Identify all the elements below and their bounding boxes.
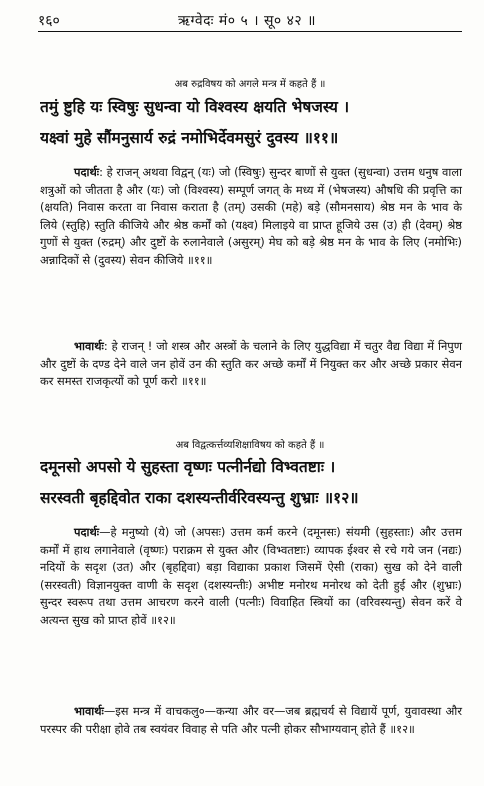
running-title: ऋग्वेदः मं० ५ । सू० ४२ ॥ xyxy=(178,13,317,29)
bhavartha-paragraph-1: भावार्थः: हे राजन् ! जो शस्त्र और अस्त्रों के चलाने के लिए युद्धविद्या में चतुर वैद्य विद्या में निपुण और दुष्टों के दण्ड देने वाले जन होवें उन की स्तुति कर अच्छे कर्मों में नियुक्त कर और अच्छे प्रकार सेवन कर समस्त राजकृत्यों को पूर्ण करो ॥११॥ xyxy=(40,339,462,388)
padartha-paragraph-2 xyxy=(40,524,462,629)
padartha-text-2: —हे मनुष्यो (ये) जो (अपसः) उत्तम कर्म करने (दमूनसः) संयमी (सुहस्ताः) और उत्तम कर्मों में हाथ लगानेवाले (वृष्णः) पराक्रम से युक्त और (विभ्वतष्टाः) व्यापक ईश्वर से रचे गये जन (नद्यः) नदियों के सदृश (उत) और (बृहद्दिवा) बड़ा विद्याका प्रकाश जिसमें ऐसी (राका) सुख को देने वाली (सरस्वती) विज्ञानयुक्त वाणी के सदृश (दशस्यन्तीः) अभीष्ट मनोरथ मनोरथ को देती हुई और (शुभ्राः) सुन्दर स्वरूप तथा उत्तम आचरण करने वाली (पत्नीः) विवाहित स्त्रियों का (वरिवस्यन्तु) सेवन करें वे अत्यन्त सुख को प्राप्त होवें ॥१२॥ xyxy=(40,525,462,627)
section-heading-2: अब विद्वत्कर्त्तव्यशिक्षाविषय को कहते हैं ॥ xyxy=(175,440,325,451)
bhavartha-label-1: भावार्थः xyxy=(74,339,104,353)
section-heading-1: अब रुद्रविषय को अगले मन्त्र में कहते हैं ॥ xyxy=(174,79,326,90)
header-rule xyxy=(38,31,462,32)
mantra-1-line-1: तमुं ष्टुहि यः स्विषुः सुधन्वा यो विश्वस्य क्षयति भेषजस्य । xyxy=(40,98,350,116)
mantra-2-line-2: सरस्वती बृहद्दिवोत राका दशस्यन्तीर्वरिवस्यन्तु शुभ्राः ॥१२॥ xyxy=(40,489,359,507)
bhavartha-label-2: भावार्थः xyxy=(74,704,104,718)
padartha-label-2: पदार्थः xyxy=(74,525,100,539)
page-header xyxy=(38,4,462,30)
padartha-text-1: हे राजन् अथवा विद्वन् (यः) जो (स्विषुः) सुन्दर बाणों से युक्त (सुधन्वा) उत्तम धनुष वाला शत्रुओं को जीतता है और (यः) जो (विश्वस्य) सम्पूर्ण जगत् के मध्य में (भेषजस्य) औषधि की प्रवृत्ति का (क्षयति) निवास करता वा निवास कराता है (तम्) उसकी (महे) बड़े (सौमनसाय) श्रेष्ठ मन के भाव के लिये (स्तुहि) स्तुति कीजिये और श्रेष्ठ कर्मों को (यक्ष्व) मिलाइये वा प्राप्त हूजिये उस (उ) ही (देवम्) श्रेष्ठ गुणों से युक्त (रुद्रम्) और दुष्टों के रुलानेवाले (असुरम्) मेघ को बड़े श्रेष्ठ मन के भाव के लिए (नमोभिः) अन्नादिकों से (दुवस्य) सेवन कीजिये ॥११॥ xyxy=(40,165,462,267)
padartha-paragraph-1: पदार्थः: हे राजन् अथवा विद्वन् (यः) जो (स्विषुः) सुन्दर बाणों से युक्त (सुधन्वा) उत्तम धनुष वाला शत्रुओं को जीतता है और (यः) जो (विश्वस्य) सम्पूर्ण जगत् के मध्य में (भेषजस्य) औषधि की प्रवृत्ति का (क्षयति) निवास करता वा निवास कराता है (तम्) उसकी (महे) बड़े (सौमनसाय) श्रेष्ठ मन के भाव के लिये (स्तुहि) स्तुति कीजिये और श्रेष्ठ कर्मों को (यक्ष्व) मिलाइये वा प्राप्त हूजिये उस (उ) ही (देवम्) श्रेष्ठ गुणों से युक्त (रुद्रम्) और दुष्टों के रुलानेवाले (असुरम्) मेघ को बड़े श्रेष्ठ मन के भाव के लिए (नमोभिः) अन्नादिकों से (दुवस्य) सेवन कीजिये ॥११॥ xyxy=(40,165,462,267)
bhavartha-text-1: हे राजन् ! जो शस्त्र और अस्त्रों के चलाने के लिए युद्धविद्या में चतुर वैद्य विद्या में निपुण और दुष्टों के दण्ड देने वाले जन होवें उन की स्तुति कर अच्छे कर्मों में नियुक्त कर और अच्छे प्रकार सेवन कर समस्त राजकृत्यों को पूर्ण करो ॥११॥ xyxy=(40,339,462,388)
mantra-1-line-2: यक्ष्वां मुहे सौंमनुसार्य रुद्रं नमोभिर्देवमसुरं दुवस्य ॥११॥ xyxy=(40,129,339,147)
mantra-2-line-1: दमूनसो अपसो ये सुहस्ता वृष्णः पत्नीर्नद्यो विभ्वतष्टाः । xyxy=(40,458,336,476)
page-number: १६० xyxy=(38,13,60,29)
bhavartha-text-2: —इस मन्त्र में वाचकलु०—कन्या और वर—जब ब्रह्मचर्य से विद्यायें पूर्ण, युवावस्था और परस्पर की परीक्षा होवे तब स्वयंवर विवाह से पति और पत्नी होकर सौभाग्यवान् होते हैं ॥१२॥ xyxy=(40,704,462,736)
padartha-label-1: पदार्थः xyxy=(74,165,100,179)
bhavartha-paragraph-2 xyxy=(40,703,462,738)
